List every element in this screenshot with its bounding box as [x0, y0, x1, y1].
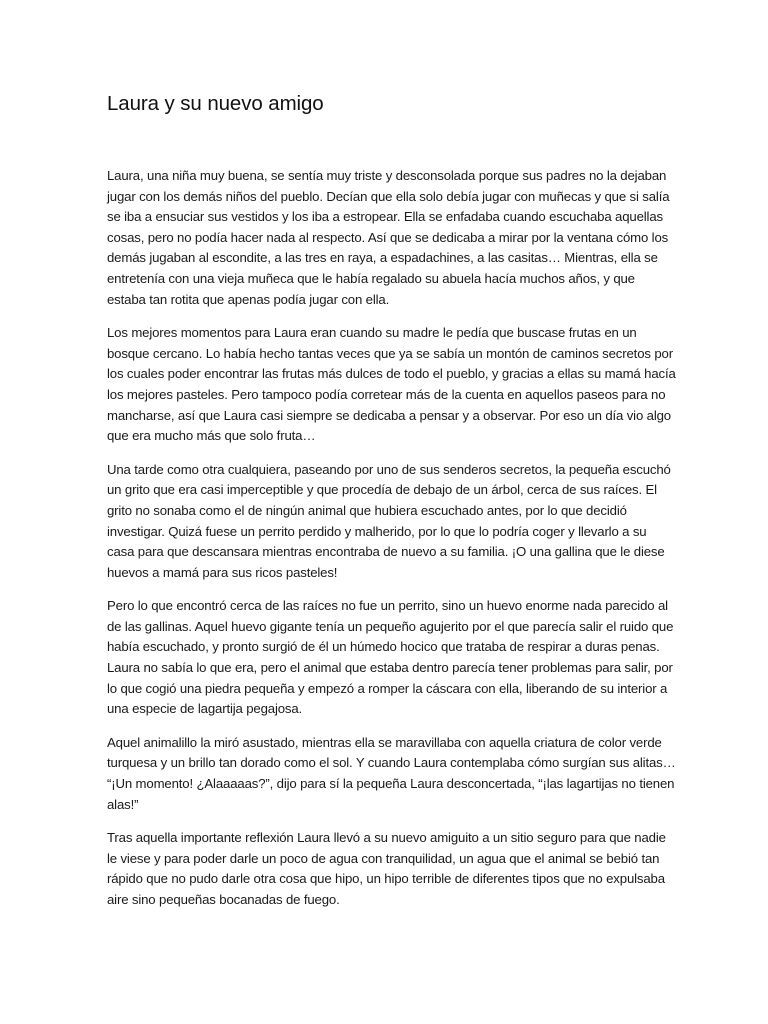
- paragraph-3: Una tarde como otra cualquiera, paseando por uno de sus senderos secretos, la pequeña escuchó un grito que era casi imperceptible y que procedía de debajo de un árbol, cerca de sus raíces. El grito no sonaba como el de ningún animal que hubiera escuchado antes, por lo que decidió investigar. Quizá fuese un perrito perdido y malherido, por lo que lo podría coger y llevarlo a su casa para que descansara mientras encontraba de nuevo a su familia. ¡O una gallina que le diese huevos a mamá para sus ricos pasteles!: [107, 461, 671, 580]
- paragraph-1: Laura, una niña muy buena, se sentía muy triste y desconsolada porque sus padres no la dejaban jugar con los demás niños del pueblo. Decían que ella solo debía jugar con muñecas y que si salía se iba a ensuciar sus vestidos y los iba a estropear. Ella se enfadaba cuando escuchaba aquellas cosas, pero no podía hacer nada al respecto. Así que se dedicaba a mirar por la ventana cómo los demás jugaban al escondite, a las tres en raya, a espadachines, a las casitas… Mientras, ella se entretenía con una vieja muñeca que le había regalado su abuela hacía muchos años, y que estaba tan rotita que apenas podía jugar con ella.: [107, 168, 670, 307]
- document-title: Laura y su nuevo amigo: [107, 92, 324, 115]
- document-body: [107, 166, 676, 911]
- paragraph-5: Aquel animalillo la miró asustado, mientras ella se maravillaba con aquella criatura de color verde turquesa y un brillo tan dorado como el sol. Y cuando Laura contemplaba cómo surgían sus alitas… “¡Un momento! ¿Alaaaaas?”, dijo para sí la pequeña Laura desconcertada, “¡las lagartijas no tienen alas!”: [107, 734, 676, 812]
- paragraph-2: Los mejores momentos para Laura eran cuando su madre le pedía que buscase frutas en un bosque cercano. Lo había hecho tantas veces que ya se sabía un montón de caminos secretos por los cuales poder encontrar las frutas más dulces de todo el pueblo, y gracias a ellas su mamá hacía los mejores pasteles. Pero tampoco podía corretear más de la cuenta en aquellos paseos para no mancharse, así que Laura casi siempre se dedicaba a pensar y a observar. Por eso un día vio algo que era mucho más que solo fruta…: [107, 325, 676, 444]
- paragraph-4: Pero lo que encontró cerca de las raíces no fue un perrito, sino un huevo enorme nada parecido al de las gallinas. Aquel huevo gigante tenía un pequeño agujerito por el que parecía salir el ruido que había escuchado, y pronto surgió de él un húmedo hocico que trataba de respirar a duras penas. Laura no sabía lo que era, pero el animal que estaba dentro parecía tener problemas para salir, por lo que cogió una piedra pequeña y empezó a romper la cáscara con ella, liberando de su interior a una especie de lagartija pegajosa.: [107, 598, 674, 717]
- paragraph-6: Tras aquella importante reflexión Laura llevó a su nuevo amiguito a un sitio seguro para que nadie le viese y para poder darle un poco de agua con tranquilidad, un agua que el animal se bebió tan rápido que no pudo darle otra cosa que hipo, un hipo terrible de diferentes tipos que no expulsaba aire sino pequeñas bocanadas de fuego.: [107, 830, 666, 907]
